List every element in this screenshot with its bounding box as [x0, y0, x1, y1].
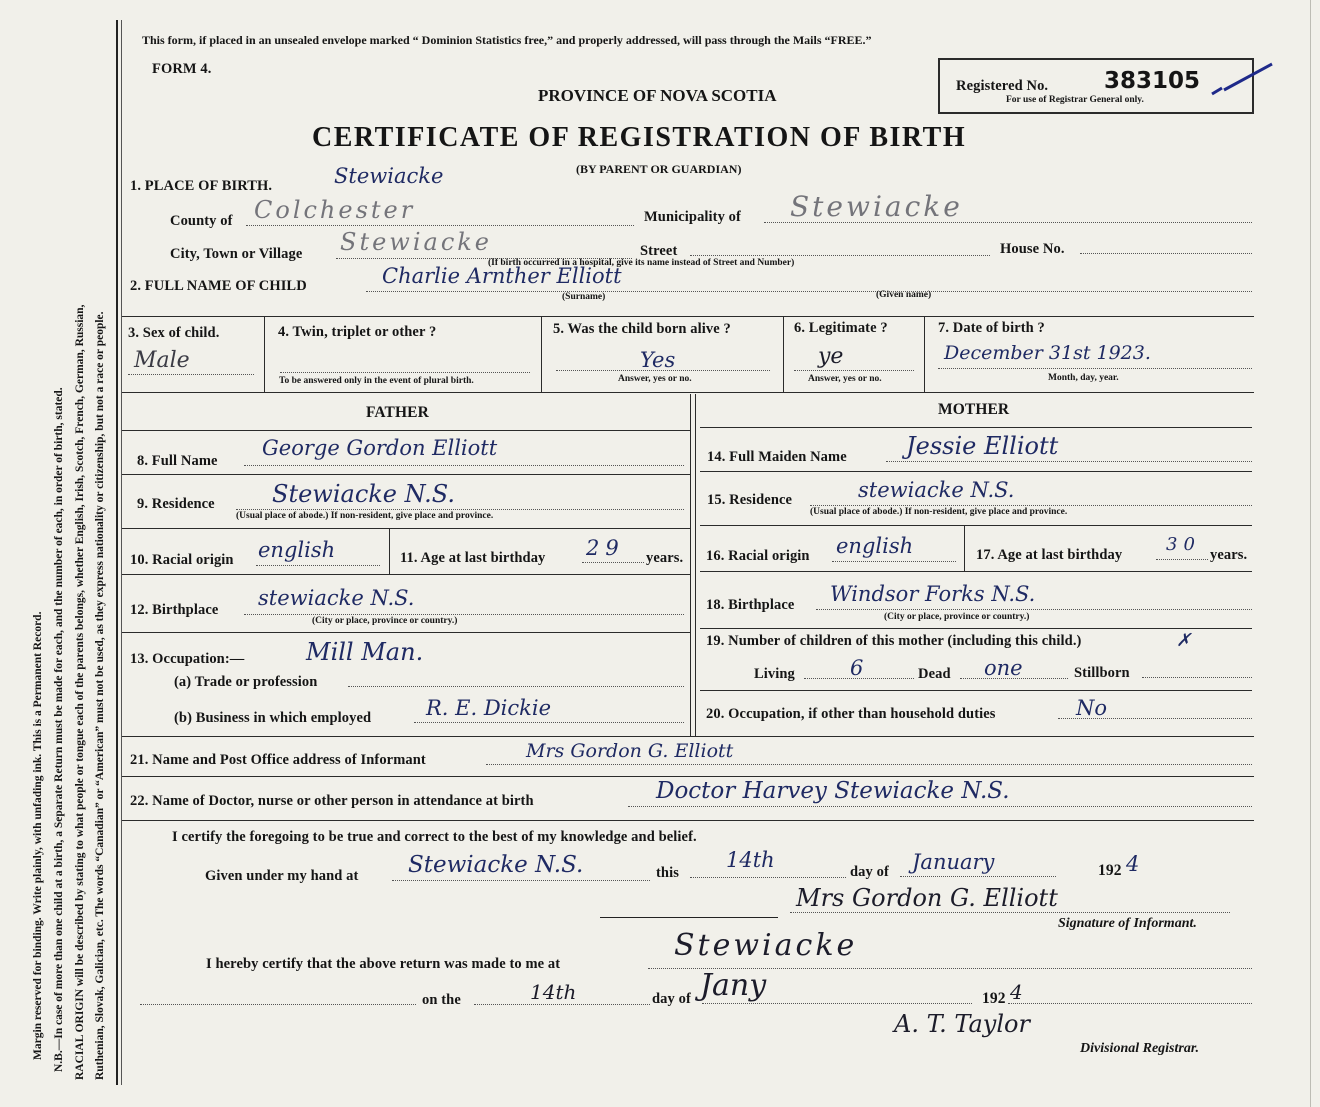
father-years-label: years. [646, 550, 684, 566]
mother-years-label: years. [1210, 547, 1248, 563]
father-heading: FATHER [366, 404, 429, 421]
father-age-line [582, 562, 644, 563]
given-under-label: Given under my hand at [205, 868, 359, 884]
living-label: Living [754, 666, 795, 682]
informant-line [486, 764, 1252, 765]
registrar-on-the-label: on the [422, 992, 461, 1008]
father-name-value: George Gordon Elliott [262, 436, 498, 460]
county-label: County of [170, 213, 233, 229]
rule-21 [122, 776, 1254, 777]
doctor-line [628, 806, 1252, 807]
registrar-month-line [702, 1003, 972, 1004]
margin-note-2: N.B.—In case of more than one child at a birth, a Separate Return must be made for each, and the number of each, in order of birth, stated. [53, 387, 65, 1072]
mother-occupation-label: 20. Occupation, if other than household duties [706, 706, 996, 722]
mother-heading: MOTHER [938, 401, 1010, 418]
mother-race-label: 16. Racial origin [706, 548, 810, 564]
child-name-line [366, 291, 1252, 292]
registered-number: 383105 [1104, 68, 1201, 94]
registrar-statement: I hereby certify that the above return was made to me at [206, 956, 561, 972]
this-label: this [656, 865, 679, 881]
given-place-line [392, 880, 650, 881]
father-residence-value: Stewiacke N.S. [272, 480, 455, 508]
registrar-year-line [1008, 1003, 1252, 1004]
doctor-value: Doctor Harvey Stewiacke N.S. [656, 778, 1010, 804]
father-birthplace-note: (City or place, province or country.) [312, 616, 458, 626]
certify-year-suffix: 4 [1126, 852, 1140, 876]
surname-note: (Surname) [562, 292, 606, 302]
informant-signature: Mrs Gordon G. Elliott [796, 884, 1058, 912]
mother-age-label: 17. Age at last birthday [976, 547, 1123, 563]
margin-note-4: Ruthenian, Slovak, Galician, etc. The words “Canadian” or “American” must not be used, as they express nationality or citizenship, but not a race or people. [94, 311, 106, 1080]
house-number-line [1080, 253, 1252, 254]
certify-day-of-label: day of [850, 864, 889, 880]
signature-short-rule [600, 917, 778, 918]
father-residence-label: 9. Residence [137, 496, 215, 512]
registrar-month-value: Jany [700, 968, 767, 1003]
children-count-mark: ✗ [1176, 630, 1192, 651]
municipality-label: Municipality of [644, 209, 741, 225]
father-age-label: 11. Age at last birthday [400, 550, 546, 566]
registrar-place-value: Stewiacke [674, 928, 858, 963]
mother-name-line [886, 461, 1252, 462]
child-name-value: Charlie Arnther Elliott [382, 264, 622, 288]
father-age-value: 29 [586, 536, 625, 560]
rule-9 [122, 528, 690, 529]
rule-row3-div4 [924, 316, 925, 392]
legitimate-note: Answer, yes or no. [808, 374, 882, 384]
mother-residence-label: 15. Residence [707, 492, 793, 508]
mother-birthplace-note: (City or place, province or country.) [884, 612, 1030, 622]
registrar-year-suffix: 4 [1010, 980, 1023, 1004]
rule-parents-center [690, 394, 691, 736]
father-birthplace-line [244, 614, 684, 615]
registrar-year-prefix: 192 [982, 990, 1006, 1007]
father-birthplace-label: 12. Birthplace [130, 602, 219, 618]
day-line [690, 877, 846, 878]
informant-signature-label: Signature of Informant. [1058, 916, 1197, 931]
father-race-value: english [258, 538, 336, 562]
father-occupation-value: Mill Man. [306, 638, 424, 666]
father-birthplace-value: stewiacke N.S. [258, 586, 415, 610]
registrar-use-note: For use of Registrar General only. [1006, 95, 1144, 105]
mother-age-line [1156, 559, 1208, 560]
registrar-day-of-label: day of [652, 991, 691, 1007]
twin-label: 4. Twin, triplet or other ? [278, 324, 437, 340]
mother-residence-value: stewiacke N.S. [858, 478, 1015, 502]
mother-residence-line [810, 505, 1252, 506]
mother-birthplace-line [816, 609, 1252, 610]
right-page-edge [1310, 0, 1311, 1107]
children-count-label: 19. Number of children of this mother (including this child.) [706, 633, 1082, 649]
rule-parents-center-2 [695, 394, 696, 736]
mother-race-line [832, 561, 956, 562]
margin-binding-rule [116, 20, 118, 1085]
rule-row3-div2 [541, 316, 542, 392]
father-residence-line [236, 509, 684, 510]
mother-birthplace-value: Windsor Forks N.S. [830, 582, 1036, 606]
registrar-day-line [474, 1004, 650, 1005]
stillborn-line [1142, 677, 1252, 678]
father-name-label: 8. Full Name [137, 453, 218, 469]
province-title: PROVINCE OF NOVA SCOTIA [538, 86, 777, 105]
rule-16 [700, 571, 1252, 572]
municipality-value: Stewiacke [790, 190, 963, 223]
dead-label: Dead [918, 666, 951, 682]
registered-label: Registered No. [956, 78, 1049, 94]
certify-day-value: 14th [726, 848, 775, 872]
certify-month-value: January [912, 850, 995, 874]
rule-mother-head [700, 427, 1252, 428]
trade-label: (a) Trade or profession [174, 674, 318, 690]
rule-15 [700, 525, 1252, 526]
rule-12 [122, 632, 690, 633]
registered-check-mark [1210, 58, 1280, 98]
business-value: R. E. Dickie [426, 696, 552, 720]
month-line [900, 876, 1056, 877]
rule-14 [700, 471, 1252, 472]
mother-occupation-value: No [1076, 696, 1108, 720]
business-label: (b) Business in which employed [174, 710, 372, 726]
margin-binding-rule-inner [121, 20, 122, 1085]
county-value: Colchester [254, 196, 416, 224]
father-race-line [256, 565, 380, 566]
child-name-label: 2. FULL NAME OF CHILD [130, 278, 307, 294]
registered-number-box [938, 58, 1254, 114]
mother-birthplace-label: 18. Birthplace [706, 597, 795, 613]
dob-label: 7. Date of birth ? [938, 320, 1045, 336]
living-value: 6 [850, 656, 864, 680]
rule-19 [700, 690, 1252, 691]
alive-note: Answer, yes or no. [618, 374, 692, 384]
dob-value: December 31st 1923. [944, 342, 1151, 364]
sex-label: 3. Sex of child. [128, 325, 220, 341]
sex-value: Male [134, 348, 190, 373]
street-line [690, 255, 990, 256]
twin-line [280, 372, 530, 373]
rule-10-div [389, 528, 390, 574]
street-label: Street [640, 243, 678, 259]
stillborn-label: Stillborn [1074, 665, 1130, 681]
trade-line [348, 686, 684, 687]
registrar-day-value: 14th [530, 980, 577, 1004]
father-occupation-label: 13. Occupation:— [130, 651, 245, 667]
rule-parents-bottom [122, 736, 1254, 737]
form-number: FORM 4. [152, 61, 212, 77]
place-of-birth-label: 1. PLACE OF BIRTH. [130, 178, 273, 194]
rule-row3-div1 [264, 316, 265, 392]
father-name-line [244, 465, 684, 466]
margin-note-1: Margin reserved for binding. Write plainly, with unfading ink. This is a Permanent Record. [32, 611, 44, 1060]
rule-16-div [964, 525, 965, 571]
city-label: City, Town or Village [170, 246, 303, 262]
registrar-signature-label: Divisional Registrar. [1080, 1041, 1200, 1056]
mother-name-value: Jessie Elliott [906, 432, 1059, 460]
margin-note-3: RACIAL ORIGIN will be described by stating to what people or tongue each of the parents belongs, whether English, Irish, Scotch, French, German, Russian, [74, 304, 86, 1080]
doctor-label: 22. Name of Doctor, nurse or other person in attendance at birth [130, 793, 534, 809]
mother-residence-note: (Usual place of abode.) If non-resident, give place and province. [810, 507, 1068, 517]
informant-value: Mrs Gordon G. Elliott [526, 740, 734, 762]
business-line [414, 722, 684, 723]
informant-label: 21. Name and Post Office address of Informant [130, 752, 426, 768]
alive-label: 5. Was the child born alive ? [553, 321, 731, 337]
legitimate-label: 6. Legitimate ? [794, 320, 888, 336]
page-title: CERTIFICATE OF REGISTRATION OF BIRTH [312, 122, 967, 153]
mother-name-label: 14. Full Maiden Name [707, 449, 847, 465]
alive-value: Yes [640, 348, 676, 372]
father-race-label: 10. Racial origin [130, 552, 234, 568]
rule-18 [700, 628, 1252, 629]
place-of-birth-value: Stewiacke [334, 164, 444, 188]
rule-father-head [122, 430, 690, 431]
father-residence-note: (Usual place of abode.) If non-resident, give place and province. [236, 511, 494, 521]
sex-line [128, 374, 254, 375]
legitimate-line [794, 370, 914, 371]
rule-parents-top [122, 392, 1254, 393]
rule-row3-div3 [783, 316, 784, 392]
dead-value: one [984, 656, 1023, 680]
registrar-extra-line [140, 1004, 416, 1005]
registrar-signature: A. T. Taylor [894, 1010, 1030, 1038]
dob-line [938, 368, 1252, 369]
hospital-note: (If birth occurred in a hospital, give its name instead of Street and Number) [488, 258, 795, 268]
given-name-note: (Given name) [876, 290, 932, 300]
city-value: Stewiacke [340, 228, 493, 256]
mother-race-value: english [836, 534, 914, 558]
given-place-value: Stewiacke N.S. [408, 852, 584, 878]
dob-note: Month, day, year. [1048, 373, 1119, 383]
page-subtitle: (BY PARENT OR GUARDIAN) [576, 162, 742, 176]
house-number-label: House No. [1000, 241, 1065, 257]
rule-22 [122, 820, 1254, 821]
twin-note: To be answered only in the event of plural birth. [279, 376, 474, 386]
mother-age-value: 30 [1166, 534, 1201, 555]
certify-statement: I certify the foregoing to be true and correct to the best of my knowledge and belief. [172, 829, 697, 845]
rule-row3-top [122, 316, 1254, 317]
rule-8 [122, 474, 690, 475]
mail-notice: This form, if placed in an unsealed envelope marked “ Dominion Statistics free,” and properly addressed, will pass through the Mails “FREE.” [142, 33, 872, 47]
rule-10 [122, 574, 690, 575]
legitimate-value: ye [818, 344, 844, 369]
county-line [246, 225, 634, 226]
certify-year-prefix: 192 [1098, 862, 1122, 879]
informant-signature-line [790, 912, 1230, 913]
